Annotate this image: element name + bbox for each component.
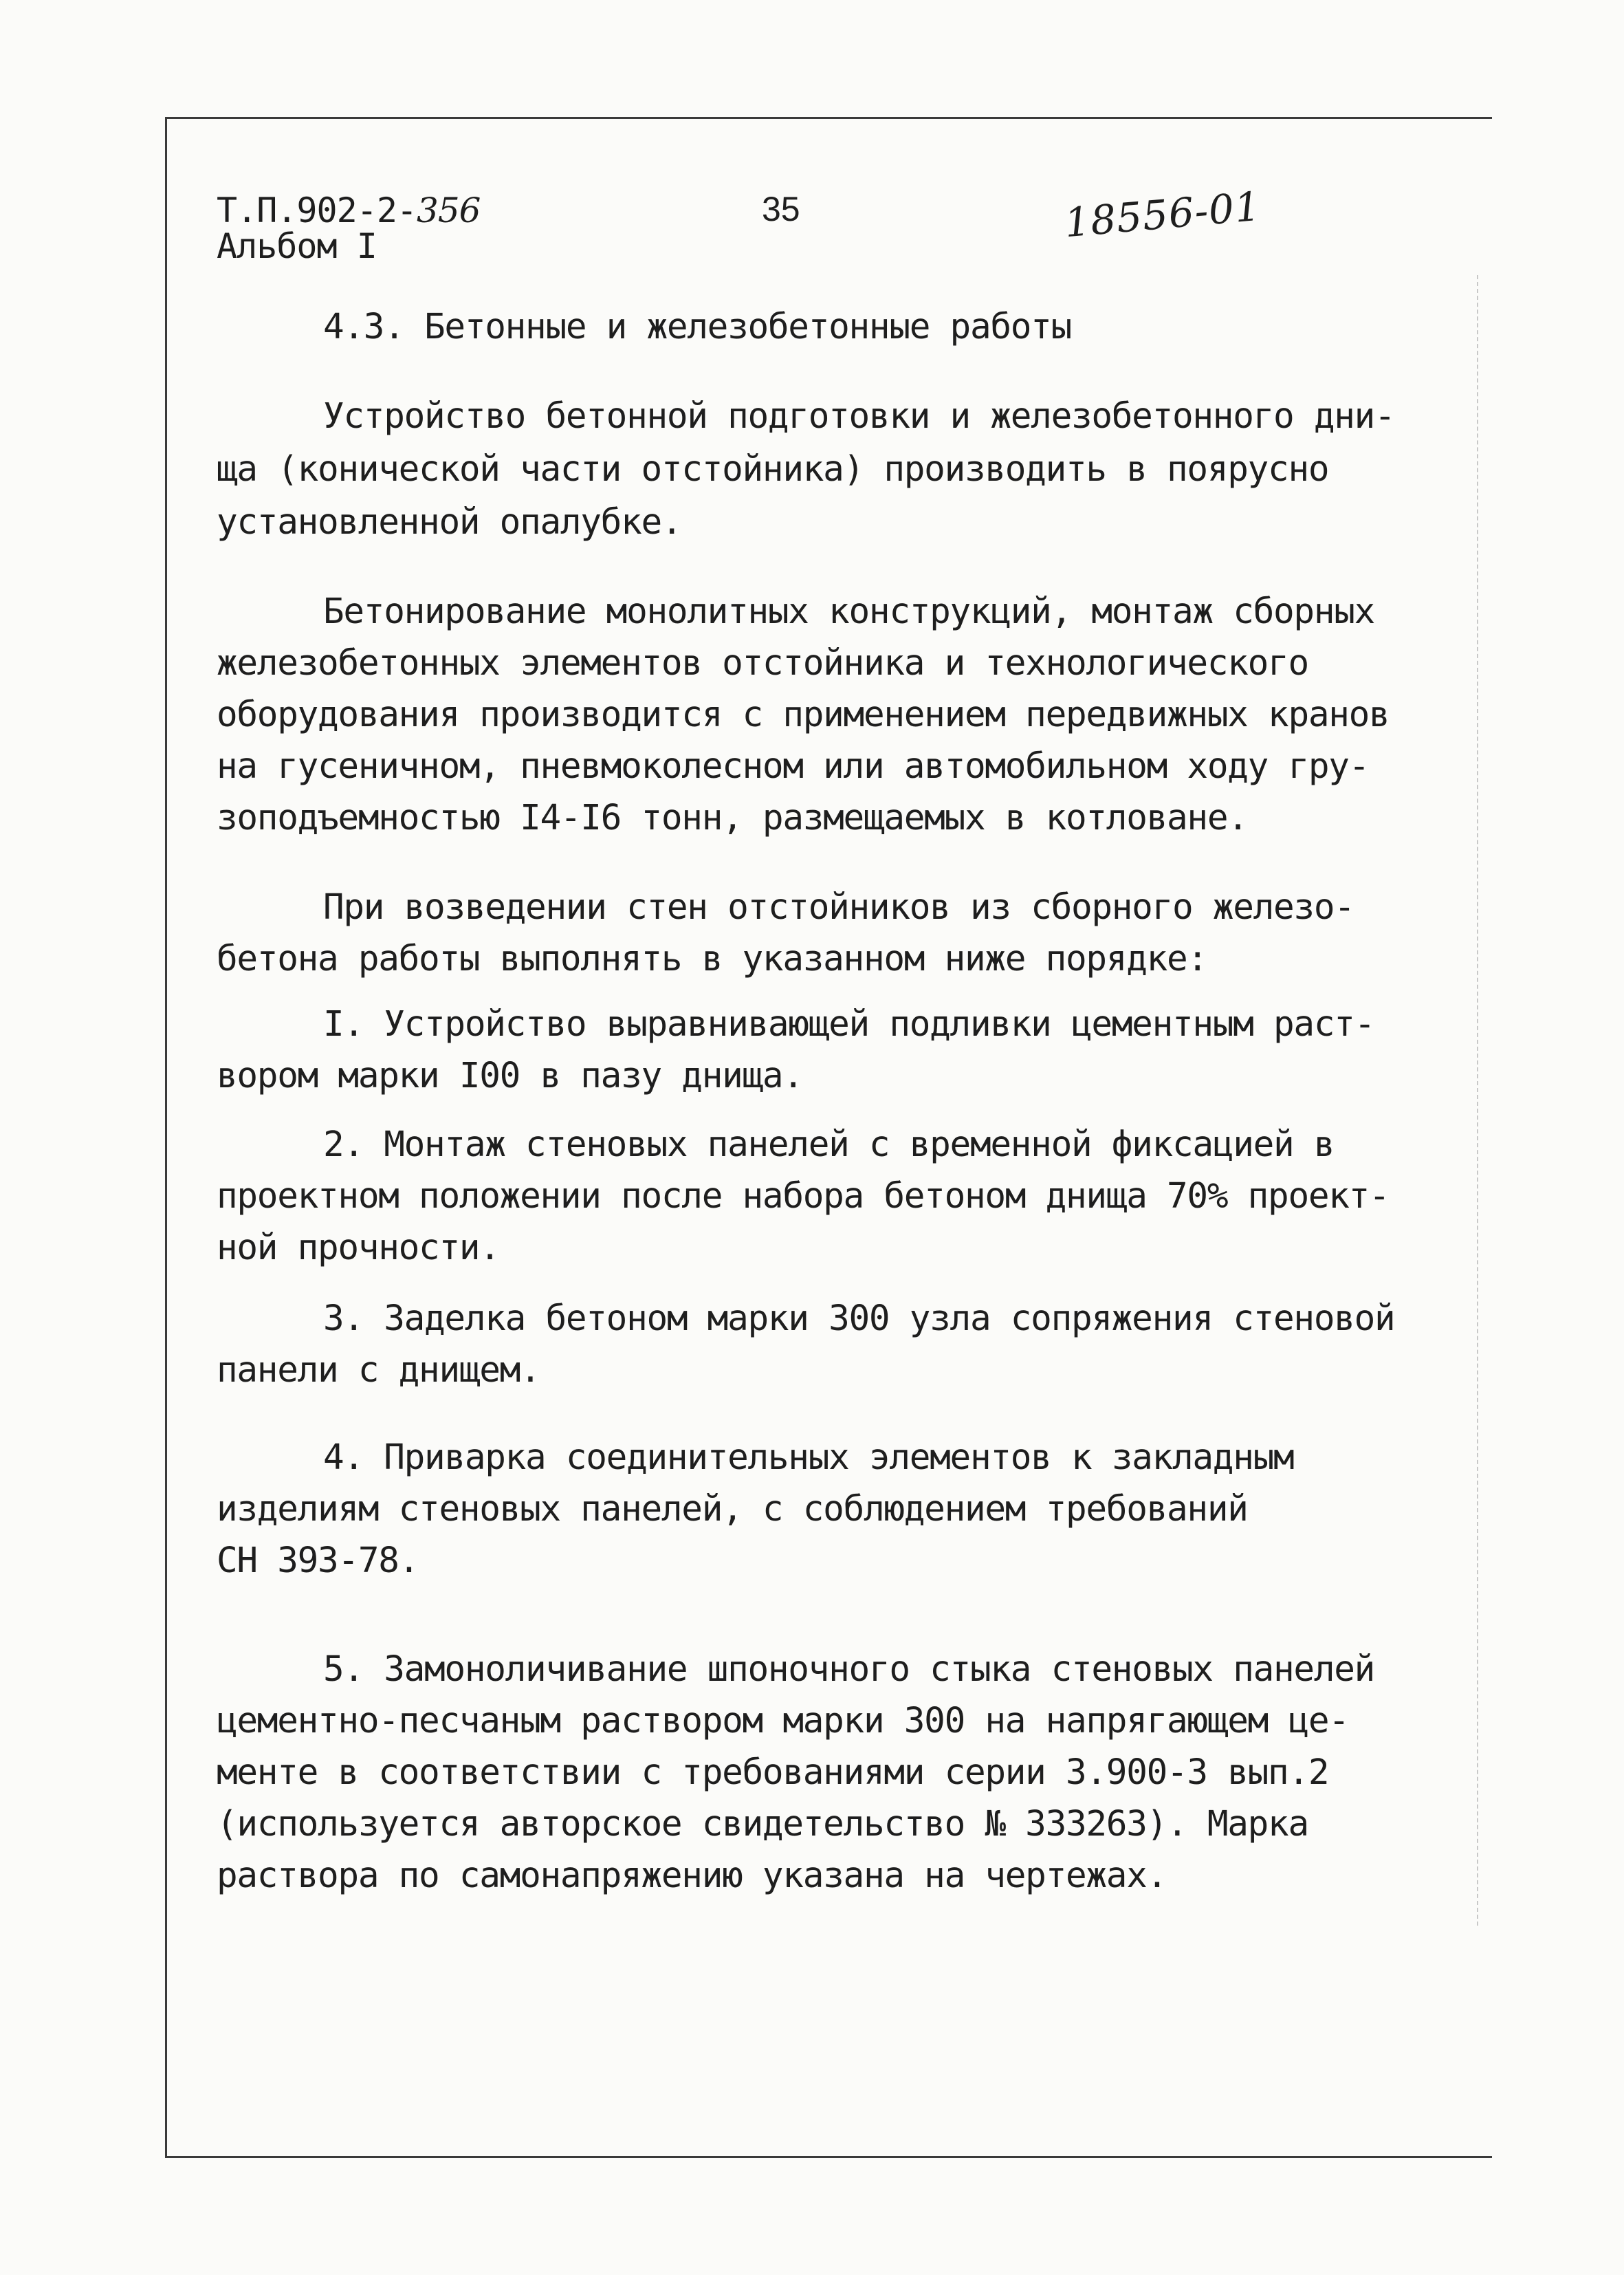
paragraph-line: бетона работы выполнять в указанном ниже порядке:: [217, 939, 1207, 979]
frame-top-border: [165, 117, 1492, 119]
paragraph-line: зоподъемностью I4-I6 тонн, размещаемых в котловане.: [217, 798, 1248, 838]
paragraph-line: ща (конической части отстойника) производить в поярусно: [217, 449, 1329, 490]
list-item-line: проектном положении после набора бетоном днища 70% проект-: [217, 1176, 1390, 1217]
paragraph-line: установленной опалубке.: [217, 502, 682, 543]
list-item-line: цементно-песчаным раствором марки 300 на напрягающем це-: [217, 1701, 1349, 1741]
list-item-line: 4. Приварка соединительных элементов к закладным: [323, 1437, 1294, 1478]
list-item-line: ной прочности.: [217, 1228, 500, 1268]
frame-bottom-border: [165, 2156, 1492, 2158]
paragraph-line: Устройство бетонной подготовки и железобетонного дни-: [323, 396, 1395, 437]
list-item-line: I. Устройство выравнивающей подливки цементным раст-: [323, 1004, 1375, 1045]
paragraph-line: на гусеничном, пневмоколесном или автомобильном ходу гру-: [217, 746, 1370, 787]
paragraph-line: оборудования производится с применением передвижных кранов: [217, 695, 1390, 735]
album-label: Альбом I: [217, 226, 377, 266]
list-item-line: 3. Заделка бетоном марки 300 узла сопряжения стеновой: [323, 1298, 1395, 1339]
list-item-line: изделиям стеновых панелей, с соблюдением требований: [217, 1489, 1248, 1530]
page-number: 35: [762, 190, 800, 228]
list-item-line: панели с днищем.: [217, 1350, 540, 1391]
list-item-line: СН 393-78.: [217, 1541, 419, 1581]
list-item-line: 5. Замоноличивание шпоночного стыка стеновых панелей: [323, 1649, 1375, 1690]
list-item-line: раствора по самонапряжению указана на чертежах.: [217, 1855, 1167, 1896]
handwritten-doc-number: 356: [417, 191, 481, 230]
list-item-line: (используется авторское свидетельство № 333263). Марка: [217, 1804, 1308, 1844]
inventory-stamp: 18556-01: [1062, 182, 1263, 247]
frame-left-border: [165, 117, 167, 2156]
scan-edge-marks: [1477, 275, 1478, 1926]
paragraph-line: Бетонирование монолитных конструкций, монтаж сборных: [323, 591, 1375, 632]
section-title: 4.3. Бетонные и железобетонные работы: [323, 307, 1071, 347]
list-item-line: менте в соответствии с требованиями серии 3.900-3 вып.2: [217, 1752, 1329, 1793]
list-item-line: 2. Монтаж стеновых панелей с временной фиксацией в: [323, 1124, 1335, 1165]
paragraph-line: При возведении стен отстойников из сборного железо-: [323, 887, 1354, 928]
list-item-line: вором марки I00 в пазу днища.: [217, 1056, 803, 1096]
document-code: Т.П.902-2-356: [217, 191, 481, 230]
paragraph-line: железобетонных элементов отстойника и технологического: [217, 643, 1308, 684]
